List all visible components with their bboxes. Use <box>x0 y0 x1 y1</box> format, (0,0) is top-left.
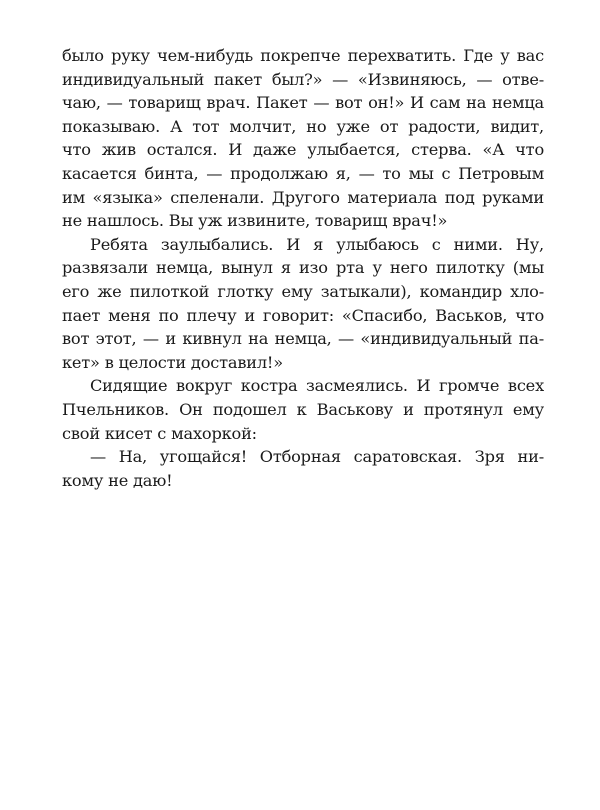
text-line: пает меня по плечу и говорит: «Спасибо, Васьков, что <box>62 305 544 325</box>
text-line: кет» в целости доставил!» <box>62 352 283 372</box>
paragraph-2 <box>62 233 544 375</box>
text-line: Пчельников. Он подошел к Васькову и протянул ему <box>62 399 544 419</box>
text-line: свой кисет с махоркой: <box>62 423 257 443</box>
text-line: Сидящие вокруг костра засмеялись. И громче всех <box>90 376 544 396</box>
text-line: — На, угощайся! Отборная саратовская. Зря ни- <box>90 447 544 467</box>
text-line: не нашлось. Вы уж извините, товарищ врач!» <box>62 211 448 231</box>
text-line: показываю. А тот молчит, но уже от радости, видит, <box>62 116 544 136</box>
text-line: что жив остался. И даже улыбается, стерва. «А что <box>62 140 544 160</box>
text-line: было руку чем-нибудь покрепче перехватить. Где у вас <box>62 46 544 65</box>
text-line: индивидуальный пакет был?» — «Извиняюсь, — отве- <box>62 69 544 89</box>
text-line: вот этот, — и кивнул на немца, — «индивидуальный па- <box>62 329 544 349</box>
paragraph-1 <box>62 44 544 233</box>
paragraph-4 <box>62 445 544 492</box>
text-line: им «языка» спеленали. Другого материала под руками <box>62 187 544 207</box>
text-line: его же пилоткой глотку ему затыкали), командир хло- <box>62 281 544 301</box>
body-text <box>62 44 544 492</box>
text-line: развязали немца, вынул я изо рта у него пилотку (мы <box>62 258 544 278</box>
text-line: чаю, — товарищ врач. Пакет — вот он!» И сам на немца <box>62 93 544 113</box>
paragraph-3 <box>62 374 544 445</box>
text-line: Ребята заулыбались. И я улыбаюсь с ними. Ну, <box>90 234 544 254</box>
text-line: касается бинта, — продолжаю я, — то мы с Петровым <box>62 163 544 183</box>
text-line: кому не даю! <box>62 470 173 490</box>
